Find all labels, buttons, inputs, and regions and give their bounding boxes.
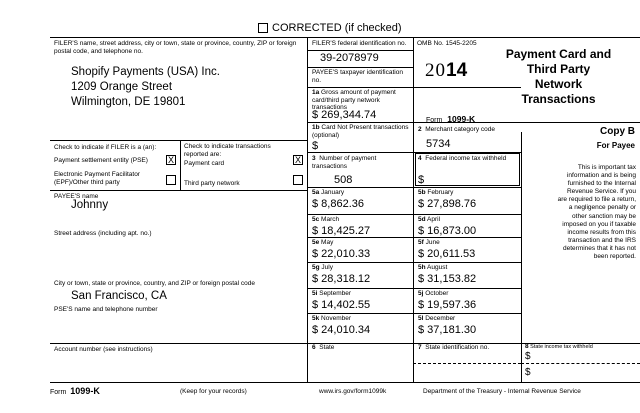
month-label-5g: 5g July [312, 264, 333, 271]
filer-label: FILER'S name, street address, city or town, state or province, country, ZIP or foreign postal code, and telephone no. [54, 40, 297, 55]
footer-url[interactable]: www.irs.gov/form1099k [319, 388, 387, 395]
month-value-5g[interactable]: $ 28,318.12 [312, 273, 371, 285]
corrected-checkbox[interactable] [258, 23, 268, 33]
pse-label: Payment settlement entity (PSE) [54, 157, 148, 164]
box-1a-label: 1a Gross amount of payment card/third party network transactions [312, 89, 396, 111]
month-label-5e: 5e May [312, 239, 334, 246]
month-value-5k[interactable]: $ 24,010.34 [312, 324, 371, 336]
box-3-label: 3 Number of payment transactions [312, 155, 377, 170]
payee-city-label: City or town, state or province, country, and ZIP or foreign postal code [54, 280, 255, 287]
filer-id-value[interactable]: 39-2078979 [320, 52, 379, 64]
form-name-top: 1099-K [447, 114, 476, 124]
payee-street-label: Street address (including apt. no.) [54, 230, 152, 237]
box-1b-label: 1b Card Not Present transactions (optional) [312, 124, 409, 139]
filer-name[interactable]: Shopify Payments (USA) Inc. [71, 66, 220, 78]
month-label-5k: 5k November [312, 315, 352, 322]
box-4-value[interactable]: $ [418, 174, 425, 186]
footer-records: (Keep for your records) [180, 388, 247, 395]
title-line-4: Transactions [521, 92, 596, 106]
account-label: Account number (see instructions) [54, 346, 153, 353]
form-id-top [426, 114, 475, 124]
tax-year-suffix: 14 [446, 60, 468, 81]
month-value-5c[interactable]: $ 18,425.27 [312, 225, 371, 237]
box-1a-value[interactable]: $ 269,344.74 [312, 109, 377, 121]
epf-checkbox[interactable] [166, 175, 176, 185]
filer-street[interactable]: 1209 Orange Street [71, 81, 173, 93]
trans-check-heading: Check to indicate transactions reported are: [184, 143, 271, 158]
tax-year [425, 60, 467, 82]
network-checkbox[interactable] [293, 175, 303, 185]
footer-form-label: Form [50, 389, 67, 396]
month-label-5l: 5l December [418, 315, 456, 322]
pse-name-label: PSE'S name and telephone number [54, 306, 158, 313]
box-7-label: 7 State identification no. [418, 344, 490, 351]
title-line-1: Payment Card and [505, 47, 612, 61]
month-label-5j: 5j October [418, 290, 449, 297]
box-1b-value[interactable]: $ [312, 140, 319, 152]
payee-name-value[interactable]: Johnny [71, 199, 109, 211]
copy-b-title: Copy B [600, 126, 635, 137]
footer-form-id [50, 386, 100, 398]
payee-tin-label: PAYEE'S taxpayer identification no. [312, 69, 403, 84]
epf-label: Electronic Payment Facilitator (EPF)/Other third party [54, 171, 140, 186]
month-value-5l[interactable]: $ 37,181.30 [418, 324, 477, 336]
title-line-3: Network [534, 77, 583, 91]
form-label-top: Form [426, 117, 443, 124]
box-6-label: 6 State [312, 344, 335, 351]
month-label-5i: 5i September [312, 290, 352, 297]
tax-year-prefix: 20 [425, 60, 446, 81]
box-2-label: 2 Merchant category code [418, 126, 495, 133]
month-label-5b: 5b February [418, 189, 454, 196]
box-2-value[interactable]: 5734 [426, 138, 451, 150]
month-label-5h: 5h August [418, 264, 448, 271]
form-title [481, 47, 636, 107]
copy-b-subtitle: For Payee [596, 141, 635, 150]
box-8-value-1[interactable]: $ [525, 351, 531, 362]
title-line-2: Third Party [526, 62, 591, 76]
filer-city[interactable]: Wilmington, DE 19801 [71, 96, 186, 108]
pse-checkbox[interactable]: X [167, 155, 174, 165]
month-value-5h[interactable]: $ 31,153.82 [418, 273, 477, 285]
month-label-5a: 5a January [312, 189, 345, 196]
footer-dept: Department of the Treasury - Internal Revenue Service [423, 388, 581, 395]
card-checkbox[interactable]: X [294, 155, 301, 165]
month-value-5b[interactable]: $ 27,898.76 [418, 198, 477, 210]
corrected-label: CORRECTED (if checked) [272, 22, 402, 34]
payee-city-value[interactable]: San Francisco, CA [71, 290, 167, 302]
month-label-5c: 5c March [312, 216, 340, 223]
network-label: Third party network [184, 180, 240, 187]
month-value-5d[interactable]: $ 16,873.00 [418, 225, 477, 237]
box-8-value-2[interactable]: $ [525, 367, 531, 378]
month-value-5a[interactable]: $ 8,862.36 [312, 198, 364, 210]
month-value-5f[interactable]: $ 20,611.53 [418, 248, 476, 260]
box-4-label: 4 Federal income tax withheld [418, 155, 507, 162]
footer-form-name: 1099-K [70, 386, 100, 396]
omb-number: OMB No. 1545-2205 [417, 40, 477, 47]
box-8-label: 8 State income tax withheld [525, 343, 593, 350]
month-label-5f: 5f June [418, 239, 440, 246]
month-value-5j[interactable]: $ 19,597.36 [418, 299, 477, 311]
month-value-5e[interactable]: $ 22,010.33 [312, 248, 371, 260]
payee-name-label: PAYEE'S name [54, 193, 99, 200]
filer-check-heading: Check to indicate if FILER is a (an): [54, 144, 157, 151]
card-label: Payment card [184, 160, 225, 167]
box-3-value[interactable]: 508 [334, 174, 353, 186]
month-label-5d: 5d April [418, 216, 441, 223]
month-value-5i[interactable]: $ 14,402.55 [312, 299, 371, 311]
copy-b-notice: This is important tax information and is being furnished to the Internal Revenue Service. If you are required to file a return, a negligence penalty or other sanction may be imposed on you if taxable income results from this transaction and the IRS determines that it has not been reported. [557, 164, 636, 261]
filer-id-label: FILER'S federal identification no. [312, 40, 407, 47]
